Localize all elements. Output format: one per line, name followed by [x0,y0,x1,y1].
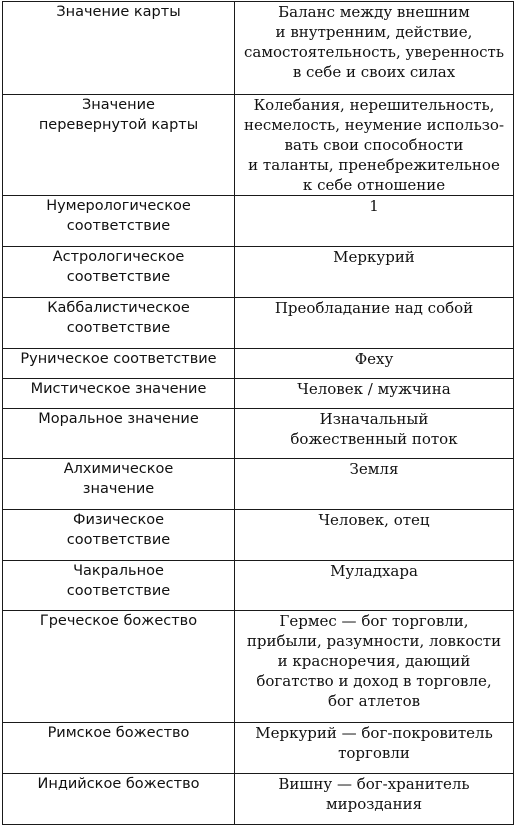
row-value-line: в себе и своих силах [292,63,456,81]
table-row [3,247,514,298]
table-row [3,2,514,95]
row-value-line: Человек / мужчина [297,380,451,398]
row-value-line: Баланс между внешним [278,3,470,21]
row-label-line: Значение карты [56,4,181,20]
table-row [3,298,514,349]
row-label-cell [3,2,235,95]
row-label-cell [3,611,235,723]
table-row [3,774,514,825]
row-label-line: Алхимическое [63,461,174,477]
table-row [3,379,514,409]
row-value-line: торговли [338,744,410,762]
row-value-cell [235,298,514,349]
row-value-line: к себе отношение [302,176,446,194]
row-label-line: Греческое божество [39,613,198,629]
row-value-cell [235,349,514,379]
row-label-cell [3,561,235,611]
row-label-line: соответствие [66,532,171,548]
row-value-line: Меркурий — бог-покровитель [255,724,493,742]
row-value-line: Муладхара [330,562,418,580]
table-row [3,459,514,510]
row-label-line: Моральное значение [38,411,199,427]
table-body [3,2,514,825]
row-value-cell [235,561,514,611]
row-value-cell [235,510,514,561]
row-label-cell [3,298,235,349]
table-row [3,611,514,723]
row-label-line: Физическое [72,512,165,528]
row-value-line: божественный поток [290,430,458,448]
row-value-line: богатство и доход в торговле, [256,672,492,690]
row-label-cell [3,196,235,247]
row-label-line: Значение [82,97,155,113]
row-label-cell [3,409,235,459]
row-value-cell [235,774,514,825]
row-value-line: бог атлетов [327,692,421,710]
row-label-cell [3,379,235,409]
row-label-cell [3,510,235,561]
row-value-cell [235,409,514,459]
row-value-line: Изначальный [319,410,429,428]
row-label-cell [3,723,235,774]
row-label-line: соответствие [66,583,171,599]
table-row [3,510,514,561]
row-value-line: и внутренним, действие, [275,23,473,41]
row-label-line: Нумерологическое [46,198,191,214]
row-label-cell [3,349,235,379]
row-value-line: Земля [349,460,399,478]
tarot-correspondence-table [2,1,514,825]
row-label-cell [3,247,235,298]
table-row [3,349,514,379]
row-value-line: Вишну — бог-хранитель [278,775,470,793]
row-value-line: Феху [354,350,394,368]
row-value-line: Гермес — бог торговли, [279,612,469,630]
table-row [3,409,514,459]
row-value-cell [235,196,514,247]
table-row [3,95,514,196]
row-value-line: вать свои способности [284,136,464,154]
table-row [3,723,514,774]
row-value-line: Колебания, нерешительность, [253,96,495,114]
row-value-line: Преобладание над собой [274,299,474,317]
row-value-cell [235,247,514,298]
row-value-line: 1 [369,197,379,215]
row-label-line: Каббалистическое [47,300,190,316]
row-value-line: и красноречия, дающий [277,652,471,670]
row-label-cell [3,95,235,196]
row-value-line: Человек, отец [318,511,430,529]
row-label-line: Индийское божество [37,776,200,792]
row-value-cell [235,2,514,95]
row-label-line: Руническое соответствие [20,351,217,367]
table-row [3,196,514,247]
row-value-line: и таланты, пренебрежительное [248,156,500,174]
row-label-cell [3,774,235,825]
row-value-line: несмелость, неумение использо- [243,116,505,134]
row-label-line: перевернутой карты [38,117,199,133]
row-value-line: прибыли, разумности, ловкости [246,632,502,650]
row-label-line: Римское божество [47,725,190,741]
row-value-cell [235,459,514,510]
row-label-line: Чакральное [73,563,164,579]
row-value-cell [235,611,514,723]
row-value-cell [235,379,514,409]
row-label-line: соответствие [66,320,171,336]
row-label-line: соответствие [66,218,171,234]
row-value-line: самостоятельность, уверенность [243,43,505,61]
table-row [3,561,514,611]
row-value-cell [235,95,514,196]
row-label-line: значение [82,481,155,497]
row-value-line: Меркурий [333,248,415,266]
row-value-line: мироздания [325,795,423,813]
row-label-line: Астрологическое [52,249,185,265]
row-value-cell [235,723,514,774]
row-label-line: соответствие [66,269,171,285]
row-label-cell [3,459,235,510]
row-label-line: Мистическое значение [30,381,207,397]
